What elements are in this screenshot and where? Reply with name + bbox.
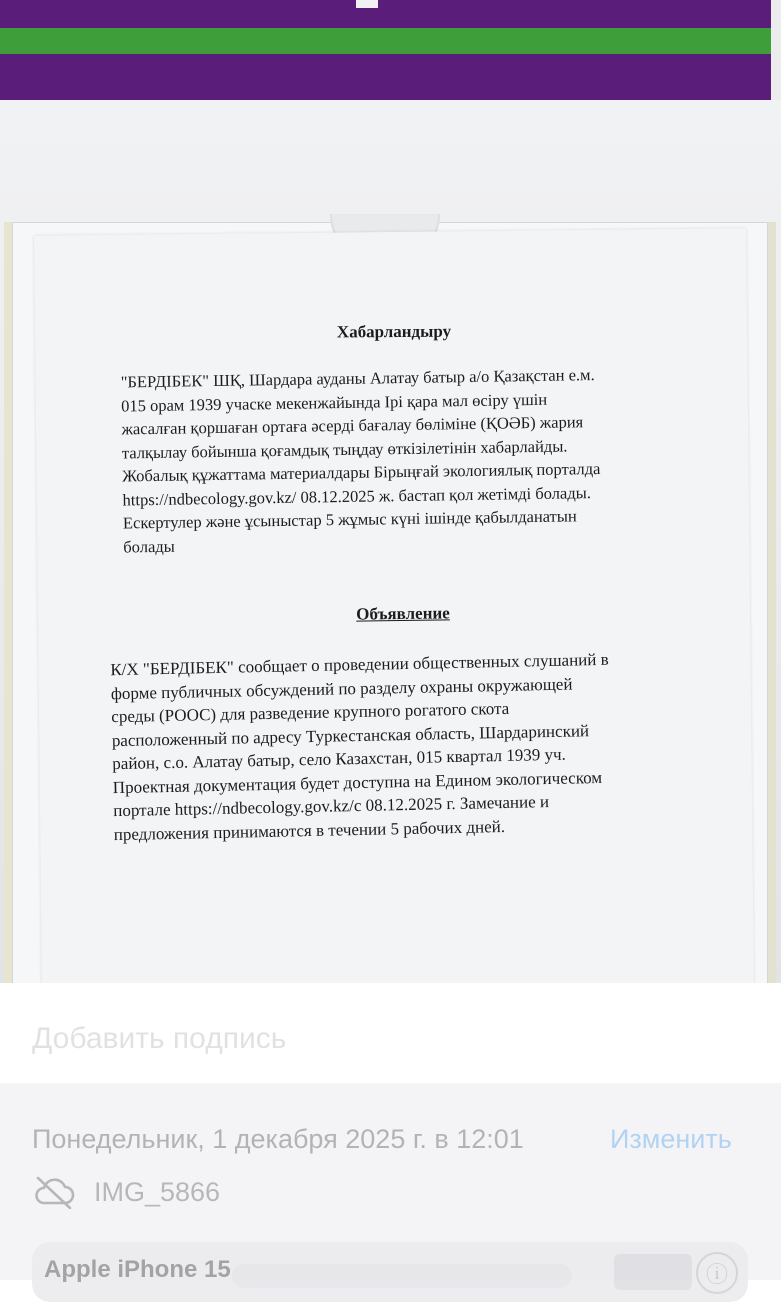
doc-line: талқылау бойынша қоғамдық тыңдау өткізілетінін хабарлайды. (121, 435, 568, 462)
doc-title-kz: Хабарландыру (336, 321, 452, 342)
doc-line: район, с.о. Алатау батыр, село Казахстан, 015 квартал 1939 уч. (112, 744, 567, 774)
doc-line: среды (РООС) для разведение крупного рогатого скота (111, 698, 510, 727)
banner-light-mark (356, 0, 378, 8)
file-row (32, 1174, 220, 1210)
file-name: IMG_5866 (94, 1176, 221, 1207)
doc-line: болады (123, 536, 175, 556)
banner-green-stripe (0, 28, 781, 54)
doc-paragraph-kz (121, 362, 694, 559)
edit-date-button[interactable]: Изменить (610, 1124, 732, 1154)
doc-line: расположенный по адресу Туркестанская область, Шардаринский (111, 720, 590, 750)
doc-line: Ескертулер және ұсыныстар 5 жұмыс күні ішінде қабылданатын (122, 506, 577, 533)
metadata-panel (0, 1086, 781, 1288)
caption-input[interactable] (32, 1019, 732, 1059)
doc-line: жасалған қоршаған ортаға әсерді бағалау бөліміне (ҚОӘБ) жария (121, 412, 584, 439)
info-icon[interactable]: ⓘ (696, 1252, 738, 1294)
doc-line: форме публичных обсуждений по разделу охраны окружающей (110, 674, 573, 703)
format-badge (614, 1254, 692, 1290)
doc-paragraph-ru (110, 646, 704, 846)
cloud-slash-icon (32, 1175, 76, 1209)
doc-line: "БЕРДІБЕК" ШҚ, Шардара ауданы Алатау батыр а/о Қазақстан е.м. (120, 365, 595, 392)
capture-date: Понедельник, 1 декабря 2025 г. в 12:01 (32, 1124, 524, 1154)
doc-line: https://ndbecology.gov.kz/ 08.12.2025 ж. бастап қол жетімді болады. (122, 482, 592, 509)
device-detail-placeholder (232, 1264, 572, 1288)
doc-line: К/Х "БЕРДІБЕК" сообщает о проведении общественных слушаний в (110, 649, 609, 680)
caption-area (0, 983, 781, 1083)
notice-document (38, 232, 750, 983)
photo-info-sheet (0, 983, 781, 1288)
banner-edge (771, 0, 781, 100)
doc-line: портале https://ndbecology.gov.kz/c 08.12.2025 г. Замечание и (113, 792, 550, 821)
doc-line: Жобалық құжаттама материалдары Бірыңғай экологиялық порталда (122, 458, 601, 486)
doc-line: Проектная документация будет доступна на Едином экологическом (112, 767, 603, 797)
doc-title-ru: Объявление (356, 603, 450, 624)
doc-line: предложения принимаются в течении 5 рабочих дней. (113, 816, 506, 844)
device-card (32, 1242, 748, 1302)
doc-line: 015 орам 1939 учаске мекенжайында Ірі қара мал өсіру үшін (120, 389, 548, 415)
device-name: Apple iPhone 15 (44, 1256, 231, 1283)
